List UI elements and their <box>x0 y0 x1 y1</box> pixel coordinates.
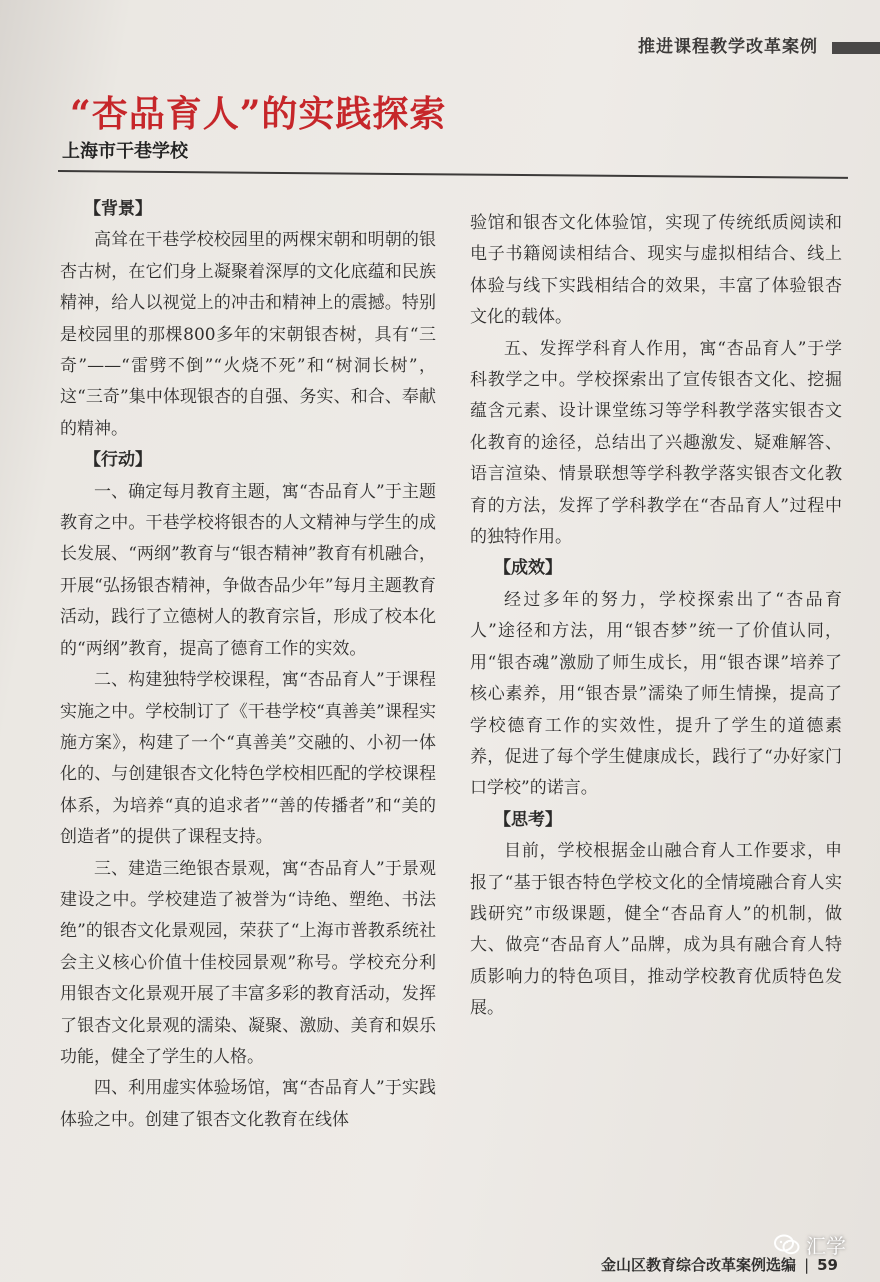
article-author: 上海市干巷学校 <box>62 141 188 162</box>
paragraph: 经过多年的努力，学校探索出了“杏品育人”途径和方法，用“银杏梦”统一了价值认同，用“银杏魂”激励了师生成长，用“银杏课”培养了核心素养，用“银杏景”濡染了师生情操，提高了学校德育工作的实效性，提升了学生的道德素养，促进了每个学生健康成长，践行了“办好家门口学校”的诺言。 <box>470 589 842 799</box>
page-number: 59 <box>817 1256 838 1274</box>
section-heading-results: 【成效】 <box>494 558 562 579</box>
paragraph: 五、发挥学科育人作用，寓“杏品育人”于学科教学之中。学校探索出了宣传银杏文化、挖掘蕴含元素、设计课堂练习等学科教学落实银杏文化教育的途径，总结出了兴趣激发、疑难解答、语言渲染、情景联想等学科教学落实银杏文化教育的方法，发挥了学科教学在“杏品育人”过程中的独特作用。 <box>470 338 842 548</box>
left-column <box>60 194 436 1136</box>
wechat-icon <box>774 1234 800 1256</box>
section-heading-reflection: 【思考】 <box>494 809 562 830</box>
paragraph-continued: 验馆和银杏文化体验馆，实现了传统纸质阅读和电子书籍阅读相结合、现实与虚拟相结合、线上体验与线下实践相结合的效果，丰富了体验银杏文化的载体。 <box>470 213 842 328</box>
paragraph: 高耸在干巷学校校园里的两棵宋朝和明朝的银杏古树，在它们身上凝聚着深厚的文化底蕴和民族精神，给人以视觉上的冲击和精神上的震撼。特别是校园里的那棵800多年的宋朝银杏树，具有“三奇”——“雷劈不倒”“火烧不死”和“树洞长树”，这“三奇”集中体现银杏的自强、务实、和合、奉献的精神。 <box>60 230 436 439</box>
paragraph: 二、构建独特学校课程，寓“杏品育人”于课程实施之中。学校制订了《干巷学校“真善美”课程实施方案》，构建了一个“真善美”交融的、小初一体化的、与创建银杏文化特色学校相匹配的学校课程体系，为培养“真的追求者”“善的传播者”和“美的创造者”的提供了课程支持。 <box>60 670 436 848</box>
watermark-label: 汇学 <box>806 1234 846 1258</box>
running-header: 推进课程教学改革案例 <box>638 37 818 57</box>
section-heading-action: 【行动】 <box>84 450 152 471</box>
page-footer <box>601 1254 838 1275</box>
footer-separator: | <box>804 1256 810 1274</box>
paragraph: 目前，学校根据金山融合育人工作要求，申报了“基于银杏特色学校文化的全情境融合育人实践研究”市级课题，健全“杏品育人”的机制，做大、做亮“杏品育人”品牌，成为具有融合育人特质影响力的特色项目，推动学校教育优质特色发展。 <box>470 841 842 1019</box>
paragraph: 三、建造三绝银杏景观，寓“杏品育人”于景观建设之中。学校建造了被誉为“诗绝、塑绝、书法绝”的银杏文化景观园，荣获了“上海市普教系统社会主义核心价值十佳校园景观”称号。学校充分利用银杏文化景观开展了丰富多彩的教育活动，发挥了银杏文化景观的濡染、凝聚、激励、美育和娱乐功能，健全了学生的人格。 <box>60 858 436 1067</box>
right-column <box>470 208 842 1025</box>
paragraph: 四、利用虚实体验场馆，寓“杏品育人”于实践体验之中。创建了银杏文化教育在线体 <box>60 1078 436 1130</box>
paragraph: 一、确定每月教育主题，寓“杏品育人”于主题教育之中。干巷学校将银杏的人文精神与学生的成长发展、“两纲”教育与“银杏精神”教育有机融合，开展“弘扬银杏精神，争做杏品少年”每月主题教育活动，践行了立德树人的教育宗旨，形成了校本化的“两纲”教育，提高了德育工作的实效。 <box>60 481 436 659</box>
article-title: “杏品育人”的实践探索 <box>70 93 447 135</box>
title-divider <box>58 170 848 179</box>
book-title: 金山区教育综合改革案例选编 <box>601 1256 797 1274</box>
header-accent-bar <box>832 42 880 54</box>
section-heading-background: 【背景】 <box>84 199 152 219</box>
